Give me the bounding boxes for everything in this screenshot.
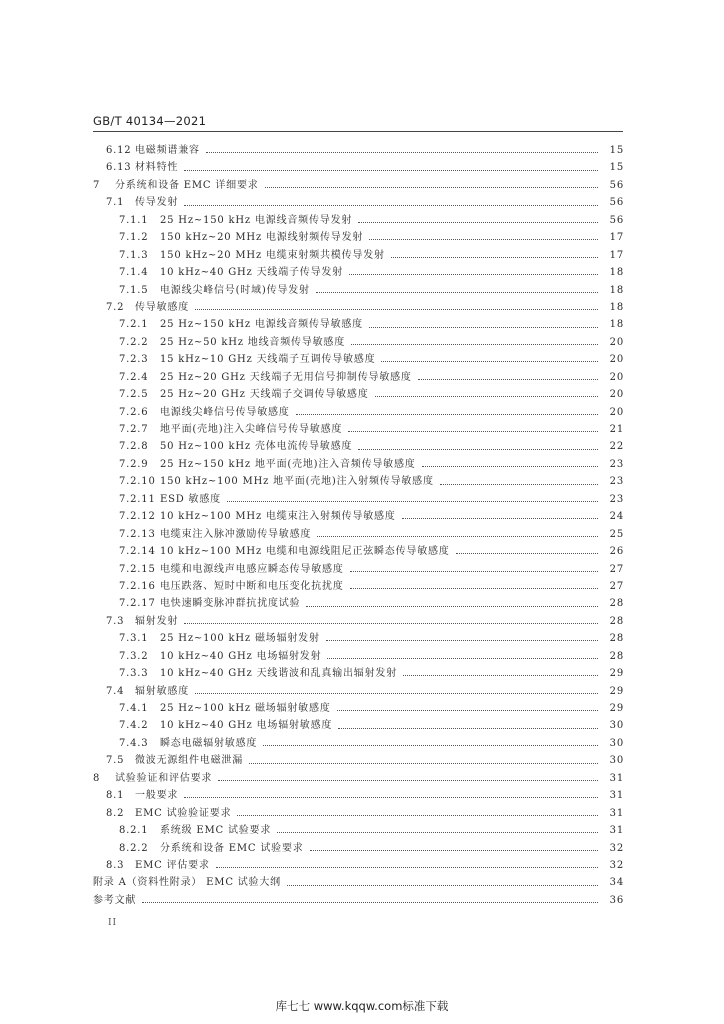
toc-leader-dots	[369, 239, 598, 240]
toc-entry-title: 电缆和电源线声电感应瞬态传导敏感度	[160, 563, 344, 575]
toc-entry-title: EMC 评估要求	[135, 859, 210, 871]
toc-entry-page: 23	[609, 476, 624, 488]
toc-entry[interactable]	[0, 247, 724, 264]
toc-entry-page: 31	[609, 807, 624, 819]
toc-entry-number: 7.2.13	[119, 528, 156, 540]
toc-entry[interactable]	[0, 508, 724, 525]
toc-entry-page: 31	[609, 790, 624, 802]
toc-entry[interactable]	[0, 805, 724, 822]
toc-leader-dots	[326, 640, 598, 641]
toc-entry[interactable]	[0, 316, 724, 333]
toc-entry-page: 30	[609, 720, 624, 732]
toc-leader-dots	[277, 832, 598, 833]
toc-entry-title: 电源线尖峰信号(时域)传导发射	[160, 284, 310, 296]
toc-leader-dots	[218, 780, 598, 781]
toc-entry-title: 传导发射	[135, 197, 179, 209]
toc-leader-dots	[358, 222, 598, 223]
toc-entry-page: 56	[609, 214, 624, 226]
toc-entry-page: 29	[609, 685, 624, 697]
toc-leader-dots	[381, 361, 598, 362]
toc-entry-title: 10 kHz~40 GHz 电场辐射发射	[160, 650, 322, 662]
toc-entry-page: 30	[609, 737, 624, 749]
toc-leader-dots	[440, 484, 598, 485]
toc-leader-dots	[184, 623, 598, 624]
toc-entry-number: 7.3.3	[119, 668, 149, 680]
toc-entry-title: 25 Hz~150 kHz 电源线音频传导发射	[160, 214, 353, 226]
toc-entry[interactable]	[0, 351, 724, 368]
toc-entry[interactable]	[0, 194, 724, 211]
toc-entry-title: 瞬态电磁辐射敏感度	[160, 737, 258, 749]
toc-entry-title: 微波无源组件电磁泄漏	[135, 755, 243, 767]
toc-entry-page: 32	[609, 859, 624, 871]
toc-leader-dots	[195, 693, 598, 694]
toc-leader-dots	[402, 518, 598, 519]
toc-entry[interactable]	[0, 735, 724, 752]
toc-leader-dots	[391, 257, 598, 258]
toc-entry-page: 23	[609, 458, 624, 470]
toc-leader-dots	[358, 449, 598, 450]
toc-entry-number: 7.2.11	[119, 493, 156, 505]
toc-entry-title: ESD 敏感度	[160, 493, 221, 505]
toc-entry-page: 26	[609, 546, 624, 558]
toc-entry-number: 7.2.3	[119, 354, 149, 366]
toc-leader-dots	[237, 815, 598, 816]
toc-entry-title: 地平面(壳地)注入尖峰信号传导敏感度	[160, 424, 343, 435]
toc-entry-page: 32	[609, 842, 624, 854]
toc-entry-number: 7.2.15	[119, 563, 156, 575]
toc-entry[interactable]	[0, 717, 724, 734]
toc-entry-page: 31	[609, 772, 624, 784]
toc-entry-number: 7.2.17	[119, 598, 156, 610]
toc-leader-dots	[351, 344, 598, 345]
toc-entry-number: 7.4.2	[119, 720, 149, 732]
toc-entry[interactable]	[0, 526, 724, 543]
toc-leader-dots	[418, 379, 598, 380]
toc-leader-dots	[184, 170, 598, 171]
toc-leader-dots	[338, 728, 598, 729]
toc-entry-number: 7.2.1	[119, 319, 149, 331]
toc-entry-page: 17	[609, 249, 624, 261]
toc-leader-dots	[348, 431, 598, 432]
toc-entry-number: 7.2.5	[119, 389, 149, 401]
toc-entry-title: 传导敏感度	[135, 301, 189, 313]
toc-leader-dots	[142, 902, 598, 903]
toc-leader-dots	[296, 414, 598, 415]
toc-entry[interactable]	[0, 299, 724, 316]
toc-leader-dots	[316, 292, 598, 293]
toc-entry-title: 25 Hz~150 kHz 地平面(壳地)注入音频传导敏感度	[160, 458, 416, 470]
toc-entry-number: 7.3.2	[119, 650, 149, 662]
toc-entry[interactable]	[0, 683, 724, 700]
toc-entry-title: 25 Hz~100 kHz 磁场辐射敏感度	[160, 703, 331, 714]
table-of-contents	[0, 142, 724, 909]
toc-entry-title: 10 kHz~100 MHz 电缆和电源线阻尼正弦瞬态传导敏感度	[160, 546, 450, 558]
toc-entry-number: 7.1.1	[119, 214, 149, 226]
toc-entry[interactable]	[0, 787, 724, 804]
toc-entry-title: 15 kHz~10 GHz 天线端子互调传导敏感度	[160, 354, 376, 366]
toc-entry-page: 15	[609, 145, 624, 156]
page-header: GB/T 40134—2021	[93, 114, 207, 128]
toc-entry-number: 7.4.3	[119, 737, 149, 749]
toc-entry-page: 21	[609, 424, 624, 435]
toc-leader-dots	[184, 797, 598, 798]
toc-entry-page: 18	[609, 267, 624, 279]
toc-leader-dots	[310, 850, 598, 851]
toc-leader-dots	[337, 710, 598, 711]
toc-entry-number: 8.2.2	[119, 842, 149, 854]
toc-leader-dots	[265, 187, 598, 188]
toc-entry-page: 24	[609, 511, 624, 523]
toc-entry-number: 7.4	[106, 685, 125, 697]
toc-entry-page: 23	[609, 493, 624, 505]
toc-entry-title: 分系统和设备 EMC 详细要求	[115, 179, 259, 191]
toc-entry[interactable]	[0, 404, 724, 421]
toc-entry-title: 辐射发射	[135, 615, 179, 627]
toc-leader-dots	[184, 205, 598, 206]
toc-entry-number: 7.1.3	[119, 249, 149, 261]
toc-entry-page: 20	[609, 336, 624, 348]
toc-entry-title: 电快速瞬变脉冲群抗扰度试验	[160, 598, 301, 610]
toc-leader-dots	[350, 571, 598, 572]
toc-entry-page: 28	[609, 633, 624, 645]
toc-entry[interactable]	[0, 874, 724, 891]
toc-entry-number: 7.2.16	[119, 580, 156, 592]
toc-entry[interactable]	[0, 648, 724, 665]
toc-entry-title: 25 Hz~100 kHz 磁场辐射发射	[160, 633, 320, 645]
toc-entry[interactable]	[0, 334, 724, 351]
toc-entry-page: 28	[609, 650, 624, 662]
toc-entry-number: 7.1	[106, 197, 125, 209]
toc-entry[interactable]	[0, 369, 724, 386]
toc-entry-page: 20	[609, 371, 624, 383]
toc-entry[interactable]	[0, 857, 724, 874]
toc-entry-title: 电压跌落、短时中断和电压变化抗扰度	[160, 580, 344, 592]
toc-entry-page: 27	[609, 580, 624, 592]
toc-entry-title: 电缆束注入脉冲激励传导敏感度	[160, 528, 312, 540]
toc-entry[interactable]	[0, 561, 724, 578]
toc-leader-dots	[206, 152, 598, 153]
toc-entry[interactable]	[0, 770, 724, 787]
toc-leader-dots	[369, 327, 598, 328]
toc-entry-title: 10 kHz~40 GHz 天线端子传导发射	[160, 267, 343, 279]
toc-entry-page: 29	[609, 703, 624, 714]
toc-leader-dots	[403, 675, 598, 676]
toc-entry-page: 25	[609, 528, 624, 540]
toc-entry[interactable]	[0, 264, 724, 281]
toc-entry-page: 29	[609, 668, 624, 680]
toc-entry[interactable]	[0, 752, 724, 769]
toc-entry-title: 10 kHz~40 GHz 电场辐射敏感度	[160, 720, 333, 732]
toc-entry-title: 系统级 EMC 试验要求	[160, 825, 272, 837]
toc-entry-page: 31	[609, 825, 624, 837]
toc-entry-page: 36	[609, 894, 624, 906]
toc-entry-number: 7.2	[106, 301, 125, 313]
toc-entry-number: 7	[93, 179, 101, 191]
toc-entry[interactable]	[0, 595, 724, 612]
toc-entry-title: 参考文献	[93, 894, 137, 906]
toc-entry-title: 电磁频谱兼容	[135, 145, 200, 156]
toc-entry-number: 7.1.5	[119, 284, 149, 296]
toc-entry[interactable]	[0, 142, 724, 159]
toc-entry-title: 材料特性	[135, 162, 179, 174]
toc-entry[interactable]	[0, 543, 724, 560]
toc-entry-number: 7.2.10	[119, 476, 156, 488]
toc-entry-number: 7.2.4	[119, 371, 149, 383]
toc-entry-number: 7.5	[106, 755, 125, 767]
toc-leader-dots	[422, 466, 598, 467]
toc-entry-number: 6.13	[106, 162, 132, 174]
toc-entry-number: 7.2.2	[119, 336, 149, 348]
toc-leader-dots	[249, 763, 598, 764]
toc-entry-number: 8.3	[106, 859, 125, 871]
toc-leader-dots	[456, 553, 598, 554]
toc-entry[interactable]	[0, 840, 724, 857]
toc-leader-dots	[375, 396, 598, 397]
toc-entry-title: 电源线尖峰信号传导敏感度	[160, 406, 290, 418]
toc-leader-dots	[287, 885, 598, 886]
toc-entry-title: 附录 A（资料性附录） EMC 试验大纲	[93, 877, 281, 889]
toc-entry-title: 150 kHz~100 MHz 地平面(壳地)注入射频传导敏感度	[160, 476, 434, 488]
toc-entry-page: 30	[609, 755, 624, 767]
toc-entry[interactable]	[0, 282, 724, 299]
toc-entry[interactable]	[0, 613, 724, 630]
toc-entry-title: 分系统和设备 EMC 试验要求	[160, 842, 304, 854]
toc-entry-title: 辐射敏感度	[135, 685, 189, 697]
toc-entry-page: 18	[609, 301, 624, 313]
toc-leader-dots	[195, 309, 598, 310]
toc-entry[interactable]	[0, 892, 724, 909]
toc-entry-page: 34	[609, 877, 624, 889]
toc-leader-dots	[327, 658, 598, 659]
roman-page-number: II	[108, 918, 118, 928]
toc-entry-page: 28	[609, 598, 624, 610]
toc-entry[interactable]	[0, 473, 724, 490]
toc-entry[interactable]	[0, 491, 724, 508]
toc-entry-number: 7.2.6	[119, 406, 149, 418]
toc-entry-number: 7.2.8	[119, 441, 149, 453]
toc-leader-dots	[317, 536, 598, 537]
toc-entry-number: 7.2.7	[119, 424, 149, 435]
toc-entry-title: 50 Hz~100 kHz 壳体电流传导敏感度	[160, 441, 353, 453]
toc-entry-title: 150 kHz~20 MHz 电源线射频传导发射	[160, 232, 364, 244]
toc-entry-page: 18	[609, 319, 624, 331]
toc-entry-number: 7.2.9	[119, 458, 149, 470]
toc-entry-title: 25 Hz~150 kHz 电源线音频传导敏感度	[160, 319, 363, 331]
toc-entry-title: 25 Hz~20 GHz 天线端子交调传导敏感度	[160, 389, 369, 401]
toc-entry-number: 7.3.1	[119, 633, 149, 645]
header-rule	[93, 131, 623, 132]
toc-entry-page: 20	[609, 389, 624, 401]
toc-leader-dots	[263, 745, 598, 746]
toc-entry-page: 17	[609, 232, 624, 244]
toc-entry[interactable]	[0, 229, 724, 246]
toc-entry-page: 15	[609, 162, 624, 174]
toc-entry-page: 56	[609, 197, 624, 209]
toc-entry[interactable]	[0, 212, 724, 229]
toc-entry-title: 25 Hz~50 kHz 地线音频传导敏感度	[160, 336, 346, 348]
toc-entry[interactable]	[0, 386, 724, 403]
toc-entry[interactable]	[0, 438, 724, 455]
toc-entry[interactable]	[0, 665, 724, 682]
toc-leader-dots	[349, 274, 598, 275]
toc-entry-title: 10 kHz~100 MHz 电缆束注入射频传导敏感度	[160, 511, 396, 523]
toc-entry[interactable]	[0, 822, 724, 839]
toc-entry-page: 20	[609, 406, 624, 418]
toc-entry[interactable]	[0, 421, 724, 438]
toc-leader-dots	[306, 606, 598, 607]
toc-entry[interactable]	[0, 177, 724, 194]
toc-entry-number: 8	[93, 772, 101, 784]
toc-leader-dots	[216, 867, 598, 868]
toc-entry-number: 7.2.12	[119, 511, 156, 523]
toc-entry-number: 7.4.1	[119, 703, 149, 714]
toc-entry[interactable]	[0, 159, 724, 176]
toc-entry-title: 一般要求	[135, 790, 179, 802]
toc-entry-page: 18	[609, 284, 624, 296]
toc-leader-dots	[227, 501, 598, 502]
toc-entry-number: 7.3	[106, 615, 125, 627]
toc-entry-number: 7.1.4	[119, 267, 149, 279]
toc-entry-number: 8.2	[106, 807, 125, 819]
toc-entry-page: 27	[609, 563, 624, 575]
toc-entry[interactable]	[0, 456, 724, 473]
toc-entry-title: 25 Hz~20 GHz 天线端子无用信号抑制传导敏感度	[160, 371, 412, 383]
toc-entry-number: 8.1	[106, 790, 125, 802]
toc-entry[interactable]	[0, 578, 724, 595]
toc-entry-page: 20	[609, 354, 624, 366]
toc-entry-number: 7.1.2	[119, 232, 149, 244]
toc-entry-number: 6.12	[106, 145, 132, 156]
toc-entry[interactable]	[0, 630, 724, 647]
toc-leader-dots	[350, 588, 598, 589]
toc-entry-number: 7.2.14	[119, 546, 156, 558]
toc-entry-title: 试验验证和评估要求	[115, 772, 213, 784]
toc-entry-title: EMC 试验验证要求	[135, 807, 232, 819]
toc-entry-page: 56	[609, 179, 624, 191]
toc-entry-title: 10 kHz~40 GHz 天线谐波和乱真输出辐射发射	[160, 668, 397, 680]
toc-entry-page: 22	[609, 441, 624, 453]
toc-entry-page: 28	[609, 615, 624, 627]
footer-watermark: 库七七 www.kqqw.com标准下载	[275, 999, 449, 1013]
toc-entry-number: 8.2.1	[119, 825, 149, 837]
toc-entry[interactable]	[0, 700, 724, 717]
toc-entry-title: 150 kHz~20 MHz 电缆束射频共模传导发射	[160, 249, 385, 261]
